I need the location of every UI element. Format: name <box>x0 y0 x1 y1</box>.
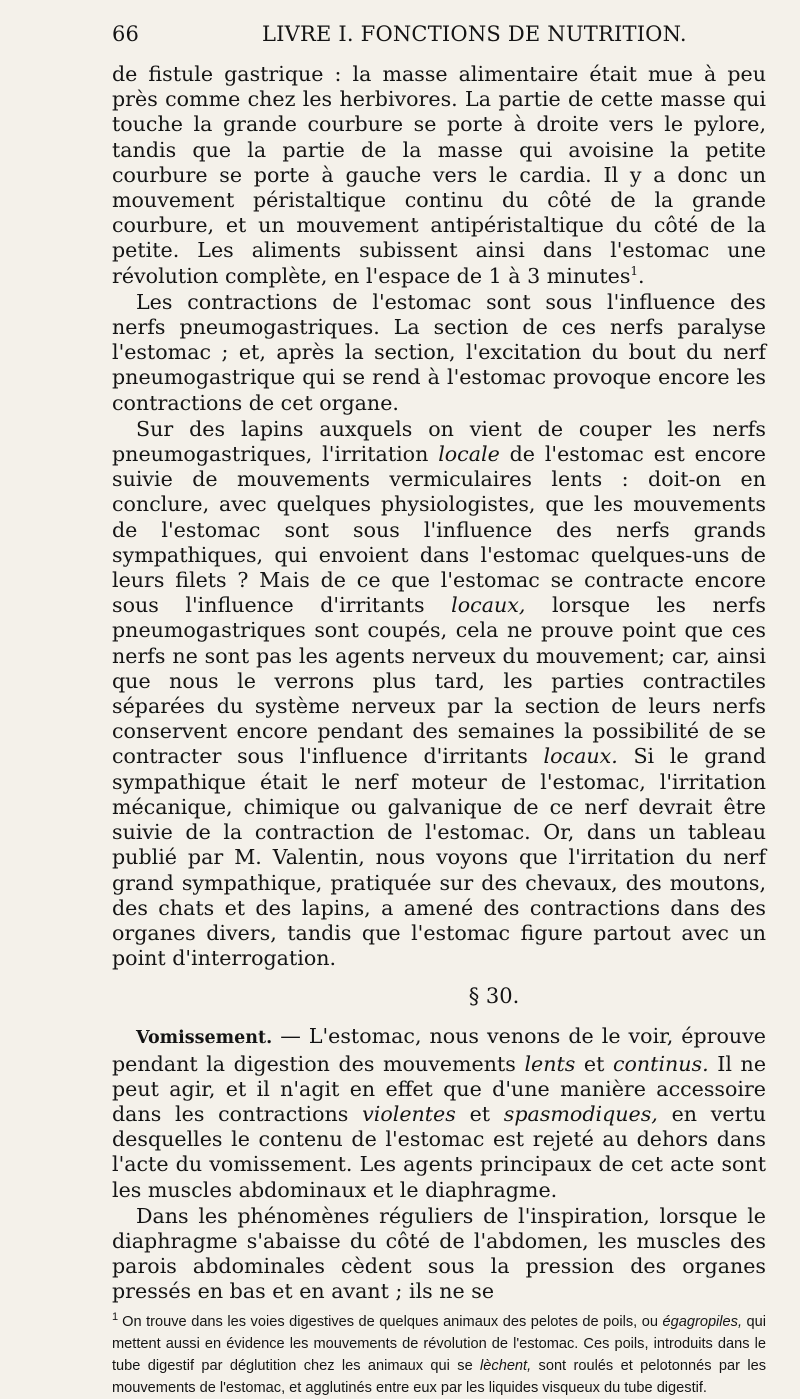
paragraph-4-text-d: et <box>455 1101 504 1126</box>
footnote <box>112 1311 766 1399</box>
italic-word: locaux, <box>451 593 526 618</box>
paragraph-5-text: Dans les phénomènes réguliers de l'inspiration, lorsque le diaphragme s'abaisse du côté de l'abdomen, les muscles des parois abdominales cèdent sous la pression des organes pressés en bas et en avant ; ils ne se <box>112 1203 766 1304</box>
italic-word: locale <box>438 442 500 467</box>
italic-word: lents <box>524 1051 576 1076</box>
footnote-text-c: sont roulés et pelotonnés par les mouvements de l'estomac, et agglutinés entre eux par les liquides visqueux du tube digestif. <box>112 1357 766 1396</box>
paragraph-3-text-d: Si le grand sympathique était le nerf moteur de l'estomac, l'irritation mécanique, chimique ou galvanique de ce nerf devrait être suivie de la contraction de l'estomac. Or, dans un tableau publié par M. Valentin, nous voyons que l'irritation du nerf grand sympathique, pratiquée sur des chevaux, des moutons, des chats et des lapins, a amené des contractions dans des organes divers, tandis que l'estomac figure partout avec un point d'interrogation. <box>112 744 767 971</box>
footnote-text-b: qui mettent aussi en évidence les mouvements de révolution de l'estomac. Ces poils, introduits dans le tube digestif par déglutition chez les animaux qui se <box>112 1313 767 1374</box>
paragraph-3-text-a: Sur des lapins auxquels on vient de couper les nerfs pneumogastriques, l'irritation <box>112 416 766 467</box>
paragraph-4-text-c: Il ne peut agir, et il n'agit en effet que d'une manière accessoire dans les contractions <box>112 1051 767 1126</box>
paragraph-4 <box>112 1024 766 1202</box>
paragraph-4-text-e: en vertu desquelles le contenu de l'estomac est rejeté au dehors dans l'acte du vomissement. Les agents principaux de cet acte sont les muscles abdominaux et le diaphragme. <box>112 1101 767 1202</box>
italic-word: locaux. <box>543 744 618 769</box>
italic-word: égagropiles, <box>662 1313 743 1330</box>
italic-word: violentes <box>362 1101 456 1126</box>
page-header <box>112 22 766 56</box>
footnote-text-a: On trouve dans les voies digestives de quelques animaux des pelotes de poils, ou <box>122 1313 663 1330</box>
paragraph-3-text-c: lorsque les nerfs pneumogastriques sont coupés, cela ne prouve point que ces nerfs ne sont pas les agents nerveux du mouvement; car, ainsi que nous le verrons plus tard, les parties contractiles séparées du système nerveux par la section de leurs nerfs conservent encore pendant des semaines la possibilité de se contracter sous l'influence d'irritants <box>112 593 766 769</box>
italic-word: spasmodiques, <box>503 1101 658 1126</box>
paragraph-1 <box>112 62 766 289</box>
paragraph-lead-title: Vomissement. <box>136 1028 273 1049</box>
page-number: 66 <box>112 22 140 46</box>
paragraph-1-end: . <box>638 263 645 288</box>
paragraph-1-text: de fistule gastrique : la masse alimentaire était mue à peu près comme chez les herbivores. La partie de cette masse qui touche la grande courbure se porte à droite vers le pylore, tandis que la partie de la masse qui avoisine la petite courbure se porte à gauche vers le cardia. Il y a donc un mouvement péristaltique continu du côté de la grande courbure, et un mouvement antipéristaltique du côté de la petite. Les aliments subissent ainsi dans l'estomac une révolution complète, en l'espace de 1 à 3 minutes <box>112 62 766 288</box>
paragraph-4-text-b: et <box>575 1051 613 1076</box>
section-heading: § 30. <box>468 984 520 1009</box>
paragraph-3 <box>112 417 766 971</box>
paragraph-5 <box>112 1204 766 1305</box>
paragraph-2-text: Les contractions de l'estomac sont sous l'influence des nerfs pneumogastriques. La section de ces nerfs paralyse l'estomac ; et, après la section, l'excitation du bout du nerf pneumogastrique qui se rend à l'estomac provoque encore les contractions de cet organe. <box>112 289 766 415</box>
italic-word: continus. <box>612 1051 709 1076</box>
paragraph-2 <box>112 290 766 416</box>
paragraph-4-text-a: — L'estomac, nous venons de le voir, éprouve pendant la digestion des mouvements <box>112 1024 766 1076</box>
paragraph-3-text-b: de l'estomac est encore suivie de mouvements vermiculaires lents : doit-on en conclure, avec quelques physiologistes, que les mouvements de l'estomac sont sous l'influence des nerfs grands sympathiques, qui envoient dans l'estomac quelques-uns de leurs filets ? Mais de ce que l'estomac se contracte encore sous l'influence d'irritants <box>112 442 766 618</box>
footnote-marker: 1 <box>630 263 639 278</box>
footnote-number: 1 <box>112 1310 119 1323</box>
italic-word: lèchent, <box>480 1357 532 1374</box>
running-title: LIVRE I. FONCTIONS DE NUTRITION. <box>262 22 687 46</box>
